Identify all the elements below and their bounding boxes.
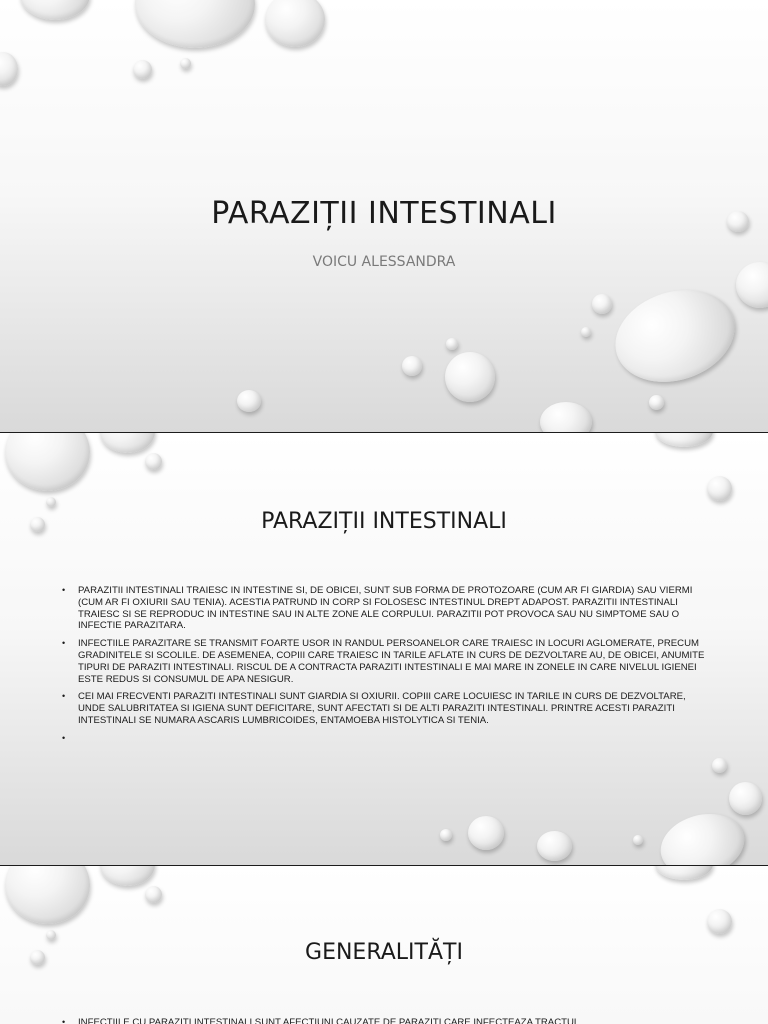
water-drop	[446, 338, 458, 350]
water-drop	[46, 497, 56, 507]
water-drop	[707, 476, 732, 501]
presentation-title: PARAZIȚII INTESTINALI	[211, 196, 557, 231]
water-drop	[468, 816, 504, 850]
water-drop	[145, 453, 162, 470]
water-drop	[440, 829, 452, 841]
water-drop	[133, 60, 152, 79]
content-slide	[0, 433, 768, 865]
water-drop	[180, 58, 191, 69]
water-drop	[707, 909, 732, 934]
bullet-item-empty	[62, 733, 712, 744]
slide-heading: GENERALITĂȚI	[305, 940, 463, 965]
water-drop	[5, 433, 90, 491]
water-drop	[135, 0, 255, 48]
water-drop	[46, 930, 56, 940]
water-drop	[402, 356, 422, 376]
water-drop	[0, 52, 18, 86]
water-drop	[649, 395, 664, 410]
water-drop	[20, 0, 90, 20]
content-slide	[0, 866, 768, 1024]
water-drop	[654, 805, 752, 865]
bullet-item: • PARAZITII INTESTINALI TRAIESC IN INTESTINE SI, DE OBICEI, SUNT SUB FORMA DE PROTOZOARE (CUM AR FI GIARDIA) SAU VIERMI (CUM AR FI OXIURII SAU TENIA). ACESTIA PATRUND IN CORP SI FOLOSESC INTESTINUL DREPT ADAPOST. PARAZITII INTESTINALI TRAIESC SI SE REPRODUC IN INTESTINE SAU IN ALTE ZONE ALE CORPULUI. PARAZITII POT PROVOCA SAU NU SIMPTOME SAU O INFECTIE PARAZITARA.	[62, 585, 712, 632]
title-slide	[0, 0, 768, 432]
water-drop	[100, 433, 155, 453]
water-drop	[633, 835, 643, 845]
water-drop	[655, 433, 713, 447]
water-drop	[100, 866, 155, 886]
slide-heading: PARAZIȚII INTESTINALI	[261, 509, 507, 534]
bullet-item: • INFECTIILE CU PARAZITI INTESTINALI SUNT AFECTIUNI CAUZATE DE PARAZITI CARE INFECTEAZA TRACTUL	[62, 1017, 712, 1024]
water-drop	[145, 886, 162, 903]
water-drop	[581, 327, 591, 337]
water-drop	[729, 782, 762, 815]
presentation-author: VOICU ALESSANDRA	[312, 254, 456, 270]
bullet-item: • INFECTIILE PARAZITARE SE TRANSMIT FOARTE USOR IN RANDUL PERSOANELOR CARE TRAIESC IN LOCURI AGLOMERATE, PRECUM GRADINITELE SI SCOLILE. DE ASEMENEA, COPIII CARE TRAIESC IN TARILE AFLATE IN CURS DE DEZVOLTARE AU, DE OBICEI, ANUMITE TIPURI DE PARAZITI INTESTINALI. RISCUL DE A CONTRACTA PARAZITI INTESTINALI E MAI MARE IN ZONELE IN CARE NIVELUL IGIENEI ESTE REDUS SI CONSUMUL DE APA NESIGUR.	[62, 638, 712, 685]
water-drop	[537, 831, 572, 861]
water-drop	[540, 402, 592, 432]
water-drop	[237, 390, 261, 412]
bullet-item: • CEI MAI FRECVENTI PARAZITI INTESTINALI SUNT GIARDIA SI OXIURII. COPIII CARE LOCUIESC IN TARILE IN CURS DE DEZVOLTARE, UNDE SALUBRITATEA SI IGIENA SUNT DEFICITARE, SUNT AFECTATI SI DE ALTI PARAZITI INTESTINALI. PRINTRE ACESTI PARAZITI INTESTINALI SE NUMARA ASCARIS LUMBRICOIDES, ENTAMOEBA HISTOLYTICA SI TENIA.	[62, 691, 712, 726]
water-drop	[445, 352, 495, 402]
bullet-list	[62, 585, 712, 750]
water-drop	[265, 0, 325, 47]
water-drop	[5, 866, 90, 924]
water-drop	[655, 866, 713, 880]
water-drop	[712, 758, 727, 773]
water-drop	[603, 275, 746, 396]
water-drop	[592, 294, 612, 314]
bullet-list	[62, 1017, 712, 1024]
